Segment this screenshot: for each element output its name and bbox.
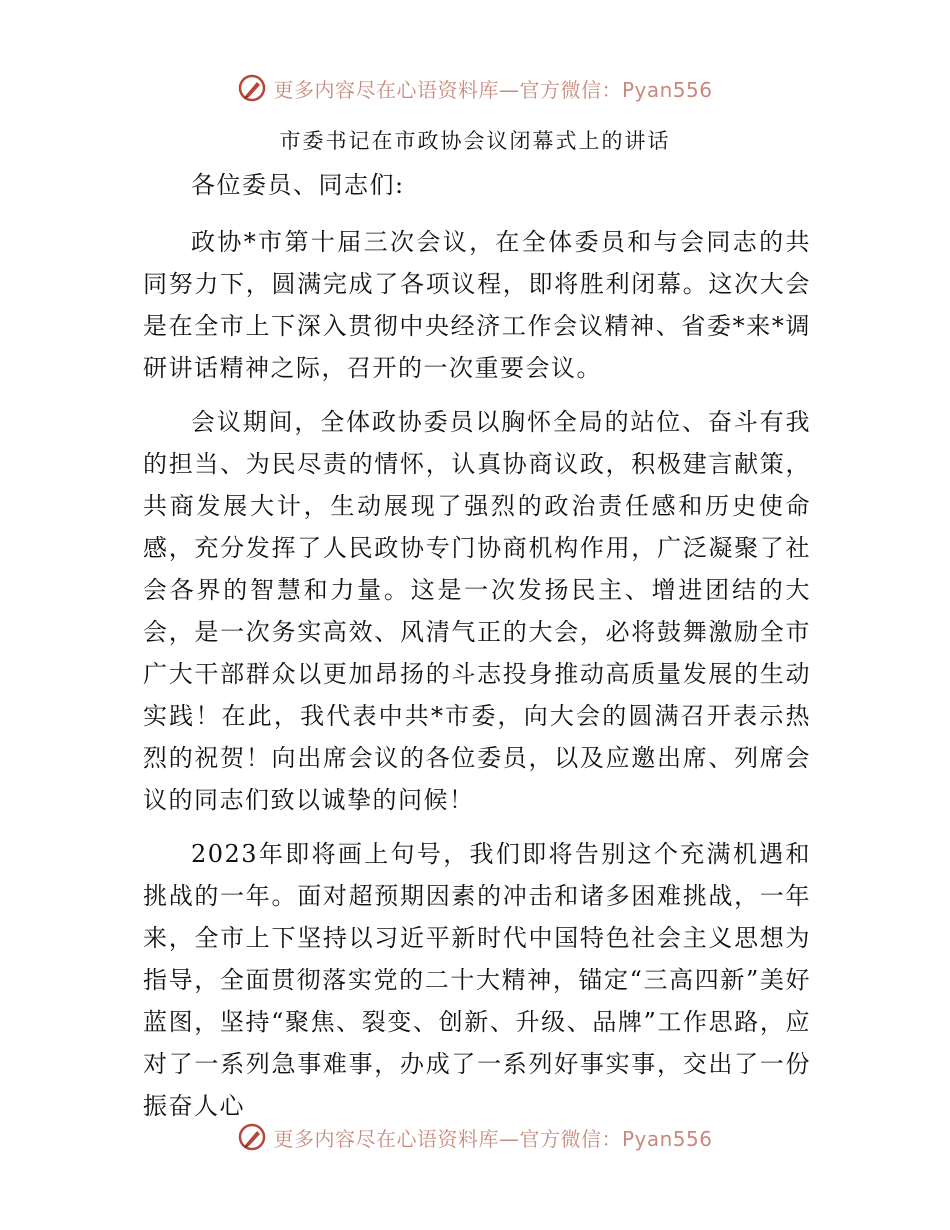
paragraph: 政协*市第十届三次会议，在全体委员和与会同志的共同努力下，圆满完成了各项议程，即将胜利闭幕。这次大会是在全市上下深入贯彻中央经济工作会议精神、省委*来*调研讲话精神之际，召开的一次重要会议。	[143, 228, 811, 382]
watermark-text: 更多内容尽在心语资料库—官方微信：Pyan556	[273, 1126, 713, 1151]
paragraph: 2023年即将画上句号，我们即将告别这个充满机遇和挑战的一年。面对超预期因素的冲击和诸多困难挑战，一年来，全市上下坚持以习近平新时代中国特色社会主义思想为指导，全面贯彻落实党的二十大精神，锚定“三高四新”美好蓝图，坚持“聚焦、裂变、创新、升级、品牌”工作思路，应对了一系列急事难事，办成了一系列好事实事，交出了一份振奋人心	[143, 840, 811, 1120]
document-body	[143, 160, 811, 1139]
paragraph: 会议期间，全体政协委员以胸怀全局的站位、奋斗有我的担当、为民尽责的情怀，认真协商议政，积极建言献策，共商发展大计，生动展现了强烈的政治责任感和历史使命感，充分发挥了人民政协专门协商机构作用，广泛凝聚了社会各界的智慧和力量。这是一次发扬民主、增进团结的大会，是一次务实高效、风清气正的大会，必将鼓舞激励全市广大干部群众以更加昂扬的斗志投身推动高质量发展的生动实践！在此，我代表中共*市委，向大会的圆满召开表示热烈的祝贺！向出席会议的各位委员，以及应邀出席、列席会议的同志们致以诚挚的问候！	[143, 408, 811, 814]
watermark-header	[0, 73, 950, 103]
watermark-footer	[0, 1122, 950, 1152]
pen-logo-icon	[237, 1122, 267, 1152]
salutation: 各位委员、同志们:	[191, 171, 405, 199]
document-title: 市委书记在市政协会议闭幕式上的讲话	[279, 129, 671, 153]
watermark-text: 更多内容尽在心语资料库—官方微信：Pyan556	[273, 77, 713, 102]
pen-logo-icon	[237, 73, 267, 103]
